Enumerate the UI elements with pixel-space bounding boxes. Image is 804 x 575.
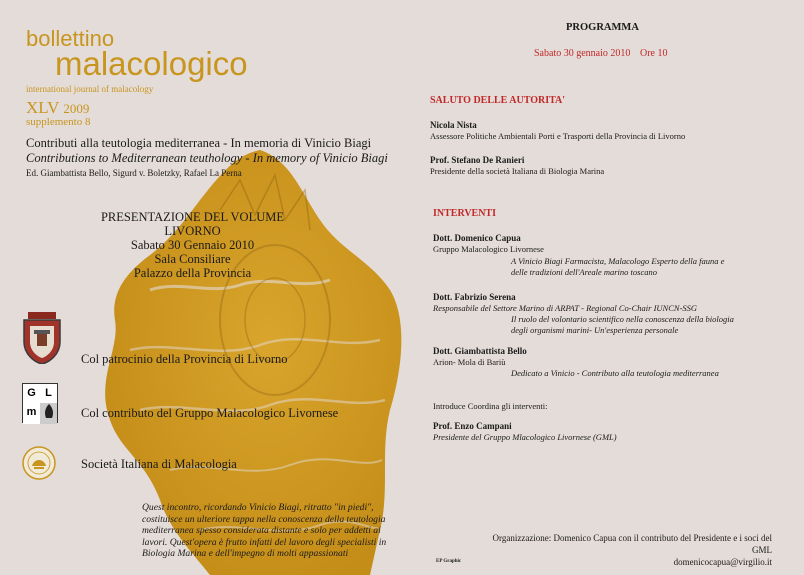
- design-credit: EP Graphic: [436, 559, 462, 564]
- presentation-heading: PRESENTAZIONE DEL VOLUME: [100, 210, 284, 224]
- editors-line: Ed. Giambattista Bello, Sigurd v. Boletzky, Rafael La Perna: [26, 168, 242, 178]
- organization-email[interactable]: domenicocapua@virgilio.it: [673, 557, 772, 567]
- journal-name-line1: bollettino: [26, 26, 115, 51]
- presentation-venue: Palazzo della Provincia: [133, 266, 252, 280]
- coordinator-name: Prof. Enzo Campani: [433, 421, 512, 431]
- speaker-role: Assessore Politiche Ambientali Porti e Trasporti della Provincia di Livorno: [430, 131, 686, 141]
- programme-time: Ore 10: [640, 48, 668, 59]
- talk-title: Il ruolo del volontario scientifico nella conoscenza della biologia: [511, 314, 734, 324]
- talk-title: A Vinicio Biagi Farmacista, Malacologo Esperto della fauna e: [511, 256, 725, 266]
- speaker-affiliation: Gruppo Malacologico Livornese: [433, 244, 544, 254]
- journal-subtitle: international journal of malacology: [26, 84, 154, 94]
- talk-title: Dedicato a Vinicio - Contributo alla teutologia mediterranea: [511, 368, 719, 378]
- talk-title-cont: degli organismi marini- Un'esperienza personale: [511, 325, 679, 335]
- title-italian: Contributi alla teutologia mediterranea - In memoria di Vinicio Biagi: [26, 136, 372, 150]
- speaker-role: Presidente della società Italiana di Biologia Marina: [430, 166, 605, 176]
- programme-title: PROGRAMMA: [566, 22, 639, 33]
- gml-letter-g: G: [23, 384, 40, 403]
- presentation-date: Sabato 30 Gennaio 2010: [130, 238, 255, 252]
- sponsor-gml: Col contributo del Gruppo Malacologico Livornese: [81, 406, 339, 420]
- speaker-name: Dott. Giambattista Bello: [433, 346, 527, 356]
- speaker-affiliation: Arion- Mola di Bariù: [433, 357, 506, 367]
- gml-letter-m: m: [23, 403, 40, 424]
- greetings-heading: SALUTO DELLE AUTORITA': [430, 95, 566, 106]
- coordinator-intro: Introduce Coordina gli interventi:: [433, 401, 548, 411]
- presentation-room: Sala Consiliare: [154, 252, 231, 266]
- title-english: Contributions to Mediterranean teuthology - In memory of Vinicio Biagi: [26, 151, 388, 165]
- journal-name-line2: malacologico: [55, 45, 248, 82]
- talk-title-cont: delle tradizioni dell'Areale marino toscano: [511, 267, 657, 277]
- sponsor-province: Col patrocinio della Provincia di Livorno: [81, 352, 288, 366]
- coordinator-role: Presidente del Gruppo Mlacologico Livornese (GML): [433, 432, 617, 442]
- volume-number: XLV: [26, 98, 60, 117]
- gml-shell-mark: [40, 403, 57, 424]
- talks-heading: INTERVENTI: [433, 208, 496, 219]
- speaker-name: Prof. Stefano De Ranieri: [430, 155, 525, 165]
- speaker-name: Dott. Fabrizio Serena: [433, 292, 516, 302]
- dedication-quote: Quest incontro, ricordando Vinicio Biagi, ritratto "in piedi", costituisce un ulteriore tappa nella conoscenza della teutologia mediterranea spesso considerata distante e solo per addetti ai lavori. Quest'opera è frutto infatti del lavoro degli specialisti in Biologia Marina e dell'impegno di molti appassionati: [142, 502, 387, 559]
- sponsor-sim: Società Italiana di Malacologia: [81, 457, 237, 471]
- presentation-block: [85, 210, 300, 280]
- speaker-name: Dott. Domenico Capua: [433, 233, 521, 243]
- gml-letter-l: L: [40, 384, 57, 403]
- coat-of-arms-icon: [22, 312, 62, 364]
- organization-block: [476, 532, 772, 568]
- speaker-name: Nicola Nista: [430, 120, 477, 130]
- sim-seal-icon: [22, 446, 56, 480]
- speaker-affiliation: Responsabile del Settore Marino di ARPAT - Regional Co-Chair IUNCN-SSG: [433, 303, 698, 313]
- volume-year: 2009: [63, 101, 90, 116]
- programme-date: Sabato 30 gennaio 2010: [534, 48, 631, 59]
- presentation-city: LIVORNO: [164, 224, 221, 238]
- supplement-label: supplemento 8: [26, 116, 91, 128]
- gml-logo-icon: [22, 383, 58, 423]
- organization-line: Organizzazione: Domenico Capua con il contributo del Presidente e i soci del GML: [492, 533, 772, 555]
